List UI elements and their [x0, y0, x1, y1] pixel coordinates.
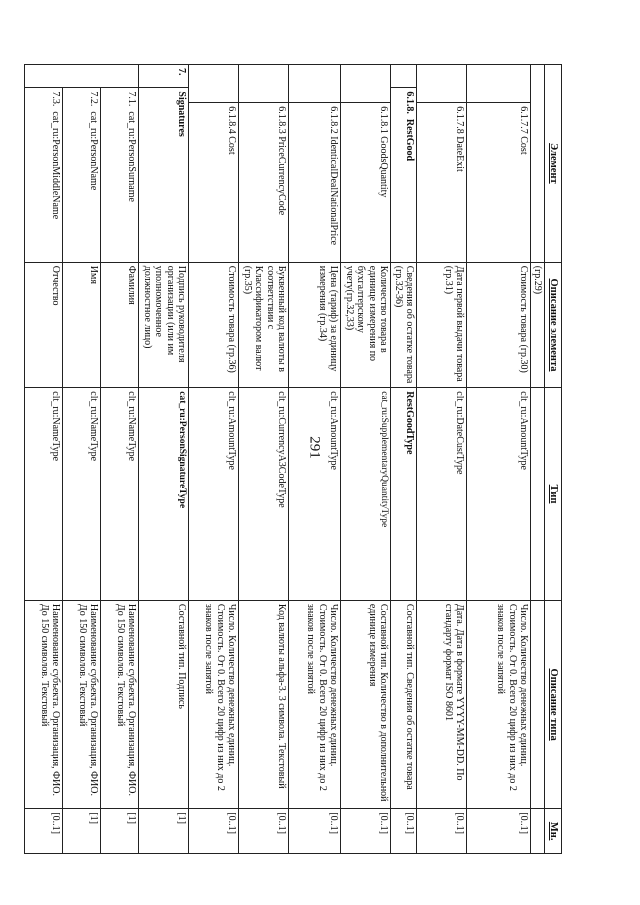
- element-number: 6.1.8.: [403, 91, 415, 114]
- element-desc: Буквенный код валюты в соответствии с Классификатором валют (гр.35): [238, 262, 288, 387]
- element-number: 6.1.7.7: [517, 106, 529, 134]
- element-desc: Имя: [62, 262, 100, 387]
- element-number: 6.1.7.8: [453, 106, 465, 134]
- type-name: clt_ru:NameType: [24, 388, 62, 601]
- type-name: clt_ru:AmountType: [466, 388, 530, 601]
- table-row: [24, 65, 62, 854]
- element-desc: Стоимость товара (гр.36): [188, 262, 238, 387]
- element-name: PriceCurrencyCode: [275, 136, 287, 216]
- type-name: clt_ru:DateCustType: [416, 388, 466, 601]
- multiplicity: [0..1]: [390, 809, 416, 854]
- multiplicity: [0..1]: [416, 809, 466, 854]
- element-name-cell: [390, 88, 416, 262]
- element-name-cell: [466, 103, 530, 263]
- multiplicity: [1]: [100, 809, 138, 854]
- type-desc: Наименование субъекта. Организация, ФИО. До 150 символов. Текстовый: [62, 600, 100, 808]
- element-name-cell: [100, 88, 138, 262]
- element-name-cell: [62, 88, 100, 262]
- continuation-desc: (гр.29): [530, 262, 544, 387]
- element-name: DateExit: [453, 136, 465, 172]
- type-name: clt_ru:NameType: [62, 388, 100, 601]
- document-table-rotated: [38, 64, 562, 854]
- element-number: 7.: [138, 65, 188, 88]
- element-number: 7.3.: [49, 91, 61, 107]
- type-name: RestGoodType: [390, 388, 416, 601]
- table-header-row: [545, 65, 562, 854]
- table-row: [238, 65, 288, 854]
- element-name: cat_ru:PersonMiddleName: [49, 111, 61, 220]
- element-name: IdenticalDealNationalPrice: [327, 136, 339, 246]
- element-number: 7.1.: [125, 91, 137, 107]
- type-name: cat_ru:PersonSignatureType: [138, 388, 188, 601]
- multiplicity: [0..1]: [466, 809, 530, 854]
- type-desc: Составной тип. Подпись: [138, 600, 188, 808]
- table-row: [62, 65, 100, 854]
- multiplicity: [0..1]: [238, 809, 288, 854]
- element-name-cell: [416, 103, 466, 263]
- multiplicity: [0..1]: [288, 809, 340, 854]
- table-row: [390, 65, 416, 854]
- table-row: [416, 65, 466, 854]
- element-number: 6.1.8.4: [225, 106, 237, 134]
- page-number: 291: [306, 436, 323, 459]
- element-desc: Сведения об остатке товара (гр.32-36): [390, 262, 416, 387]
- element-number: 7.2.: [87, 91, 99, 107]
- element-name: GoodsQuantity: [377, 136, 389, 198]
- specification-table: [24, 64, 562, 854]
- type-name: clt_ru:AmountType: [288, 388, 340, 601]
- table-row: [288, 65, 340, 854]
- multiplicity: [0..1]: [24, 809, 62, 854]
- element-name-cell: [24, 88, 62, 262]
- element-desc: Дата первой выдачи товара (гр.31): [416, 262, 466, 387]
- type-desc: Число. Количество денежных единиц. Стоимость. От 0. Всего 20 цифр из них до 2 знаков после запятой: [466, 600, 530, 808]
- table-row: [100, 65, 138, 854]
- element-desc: Количество товара в единице измерения по бухгалтерскому учету(гр.32,33): [340, 262, 390, 387]
- element-name: RestGood: [403, 118, 415, 162]
- table-row: [188, 65, 238, 854]
- header-type-desc: Описание типа: [545, 600, 562, 808]
- type-desc: Наименование субъекта. Организация, ФИО. До 150 символов. Текстовый: [24, 600, 62, 808]
- element-desc: Подпись руководителя организации (или им уполномоченное должностное лицо): [138, 262, 188, 387]
- type-desc: Число. Количество денежных единиц. Стоимость. От 0. Всего 20 цифр из них до 2 знаков после запятой: [188, 600, 238, 808]
- type-desc: Число. Количество денежных единиц. Стоимость. От 0. Всего 20 цифр из них до 2 знаков после запятой: [288, 600, 340, 808]
- element-desc: Цена (тариф) за единицу измерения (гр.34): [288, 262, 340, 387]
- element-number: 6.1.8.3: [275, 106, 287, 134]
- multiplicity: [1]: [138, 809, 188, 854]
- element-desc: Стоимость товара (гр.30): [466, 262, 530, 387]
- type-desc: Составной тип. Сведения об остатке товара: [390, 600, 416, 808]
- element-name-cell: [340, 103, 390, 263]
- header-element: Элемент: [545, 65, 562, 263]
- table-row: [466, 65, 530, 854]
- element-name: cat_ru:PersonSurname: [125, 111, 137, 202]
- type-name: clt_ru:NameType: [100, 388, 138, 601]
- type-desc: Код валюты альфа-3. 3 символа. Текстовый: [238, 600, 288, 808]
- element-name-cell: [188, 103, 238, 263]
- element-name: Cost: [225, 136, 237, 155]
- element-name-cell: [288, 103, 340, 263]
- table-row: [138, 65, 188, 854]
- table-row: [530, 65, 544, 854]
- element-name: Cost: [517, 136, 529, 155]
- multiplicity: [0..1]: [340, 809, 390, 854]
- header-type: Тип: [545, 388, 562, 601]
- type-desc: Составной тип. Количество в дополнительной единице измерения: [340, 600, 390, 808]
- element-name: cat_ru:PersonName: [87, 111, 99, 191]
- multiplicity: [1]: [62, 809, 100, 854]
- header-multiplicity: Мн.: [545, 809, 562, 854]
- multiplicity: [0..1]: [188, 809, 238, 854]
- document-table-wrapper: [38, 64, 562, 854]
- type-desc: Наименование субъекта. Организация, ФИО. До 150 символов. Текстовый: [100, 600, 138, 808]
- type-desc: Дата. Дата в формате YYYY-MM-DD. По стандарту формат ISO 8601: [416, 600, 466, 808]
- element-name: Signatures: [138, 88, 188, 262]
- element-number: 6.1.8.2: [327, 106, 339, 134]
- element-desc: Фамилия: [100, 262, 138, 387]
- element-number: 6.1.8.1: [377, 106, 389, 134]
- type-name: clt_ru:AmountType: [188, 388, 238, 601]
- header-element-desc: Описание элемента: [545, 262, 562, 387]
- table-row: [340, 65, 390, 854]
- type-name: clt_ru:CurrencyA3CodeType: [238, 388, 288, 601]
- type-name: cat_ru:SupplementaryQuantityType: [340, 388, 390, 601]
- element-desc: Отчество: [24, 262, 62, 387]
- element-name-cell: [238, 103, 288, 263]
